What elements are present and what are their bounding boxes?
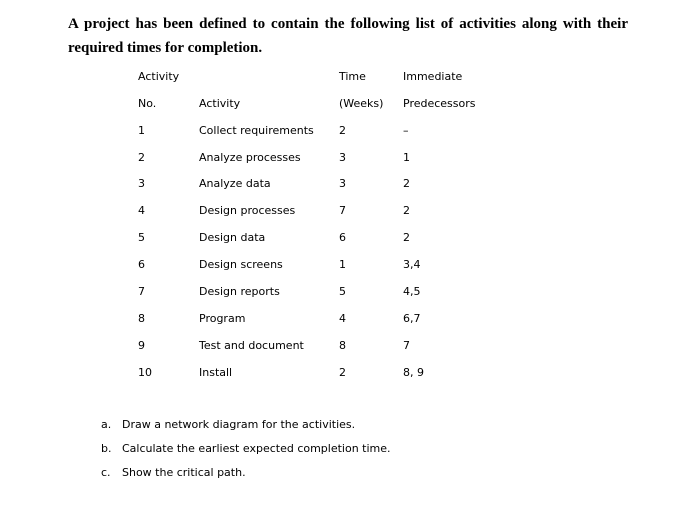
problem-statement: A project has been defined to contain the following list of activities along with their required times for completion. (68, 16, 628, 56)
cell-predecessors: 7 (403, 339, 410, 352)
header-time-line1: Time (339, 70, 366, 83)
cell-time: 2 (339, 366, 346, 379)
cell-activity-no: 10 (138, 366, 152, 379)
cell-activity-no: 1 (138, 124, 145, 137)
cell-time: 4 (339, 312, 346, 325)
header-predecessors-line2: Predecessors (403, 97, 476, 110)
header-activity-number-line1: Activity (138, 70, 180, 83)
question-c-text: Show the critical path. (122, 466, 246, 479)
cell-time: 8 (339, 339, 346, 352)
cell-predecessors: 4,5 (403, 285, 421, 298)
cell-activity-name: Design screens (199, 258, 283, 271)
cell-activity-name: Program (199, 312, 246, 325)
cell-predecessors: 2 (403, 177, 410, 190)
cell-predecessors: 1 (403, 151, 410, 164)
cell-time: 5 (339, 285, 346, 298)
cell-activity-name: Design processes (199, 204, 296, 217)
cell-activity-no: 9 (138, 339, 145, 352)
cell-activity-no: 6 (138, 258, 145, 271)
cell-time: 1 (339, 258, 346, 271)
question-b-text: Calculate the earliest expected completion time. (122, 442, 391, 455)
cell-time: 2 (339, 124, 346, 137)
cell-activity-no: 8 (138, 312, 145, 325)
cell-predecessors: 8, 9 (403, 366, 424, 379)
cell-activity-no: 5 (138, 231, 145, 244)
cell-time: 3 (339, 151, 346, 164)
cell-predecessors: 2 (403, 204, 410, 217)
cell-activity-no: 4 (138, 204, 145, 217)
cell-activity-name: Analyze data (199, 177, 271, 190)
cell-activity-no: 7 (138, 285, 145, 298)
cell-activity-name: Design data (199, 231, 266, 244)
cell-activity-name: Collect requirements (199, 124, 314, 137)
cell-time: 6 (339, 231, 346, 244)
cell-activity-name: Test and document (199, 339, 304, 352)
header-predecessors-line1: Immediate (403, 70, 463, 83)
header-time-line2: (Weeks) (339, 97, 384, 110)
cell-predecessors: 2 (403, 231, 410, 244)
cell-predecessors: 6,7 (403, 312, 421, 325)
question-a-text: Draw a network diagram for the activities. (122, 418, 356, 431)
header-activity-number-line2: No. (138, 97, 157, 110)
cell-predecessors: 3,4 (403, 258, 421, 271)
cell-activity-no: 3 (138, 177, 145, 190)
question-b-marker: b. (101, 442, 112, 455)
cell-activity-no: 2 (138, 151, 145, 164)
question-a-marker: a. (101, 418, 112, 431)
cell-predecessors: – (403, 124, 409, 137)
cell-activity-name: Install (199, 366, 233, 379)
question-c-marker: c. (101, 466, 111, 479)
cell-activity-name: Analyze processes (199, 151, 301, 164)
header-activity-name: Activity (199, 97, 241, 110)
cell-time: 7 (339, 204, 346, 217)
cell-activity-name: Design reports (199, 285, 280, 298)
cell-time: 3 (339, 177, 346, 190)
